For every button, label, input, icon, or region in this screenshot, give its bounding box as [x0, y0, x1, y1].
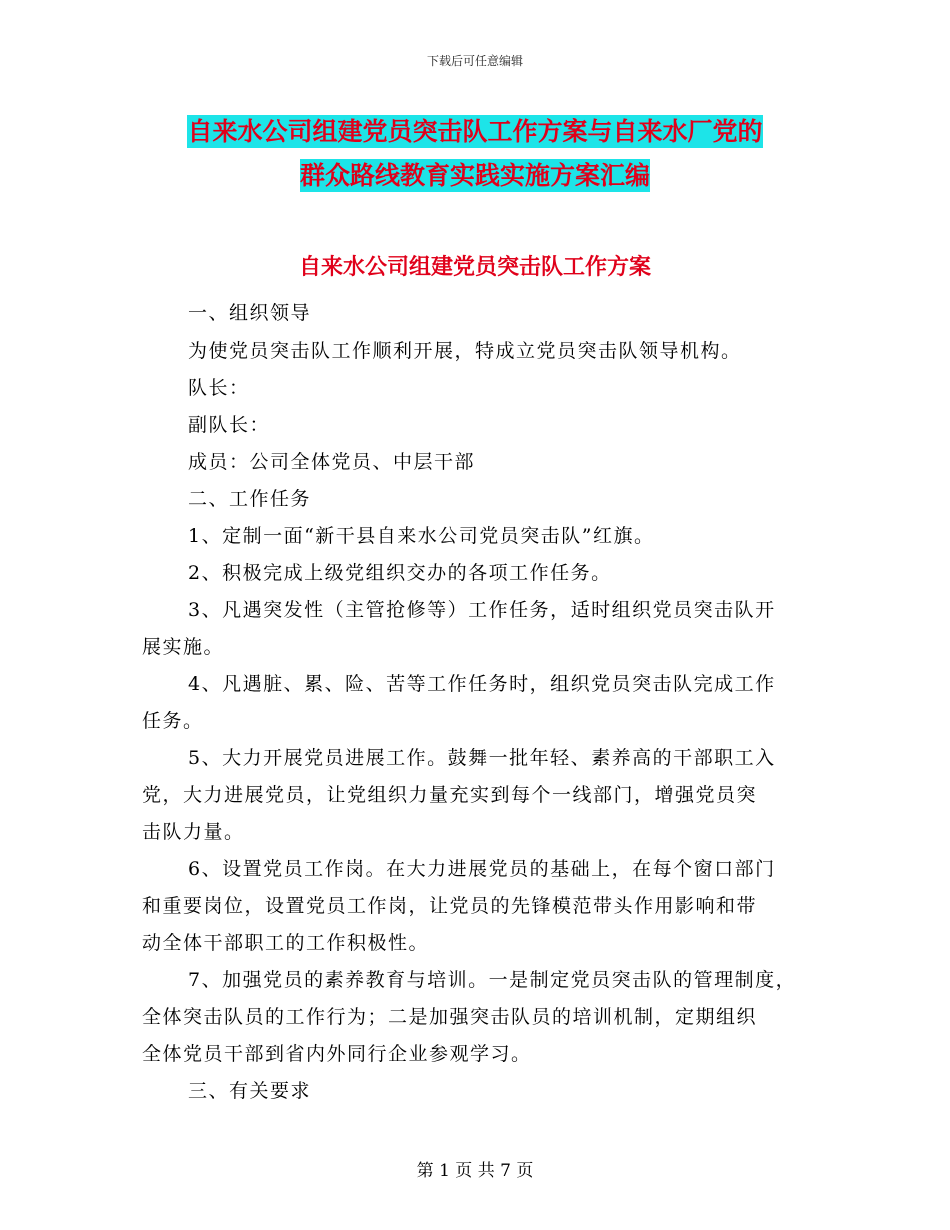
- paragraph-line: 为使党员突击队工作顺利开展，特成立党员突击队领导机构。: [188, 340, 742, 362]
- paragraph-line: 6、设置党员工作岗。在大力进展党员的基础上，在每个窗口部门: [188, 858, 776, 880]
- heading-requirements: 三、有关要求: [188, 1080, 312, 1102]
- section-title: 自来水公司组建党员突击队工作方案: [298, 255, 651, 280]
- paragraph-line: 成员：公司全体党员、中层干部: [188, 451, 476, 473]
- paragraph-line: 2、积极完成上级党组织交办的各项工作任务。: [188, 562, 612, 584]
- paragraph-line: 和重要岗位，设置党员工作岗，让党员的先锋模范带头作用影响和带: [142, 895, 758, 917]
- paragraph-line: 副队长：: [188, 414, 271, 436]
- paragraph-line: 党，大力进展党员，让党组织力量充实到每个一线部门，增强党员突: [142, 784, 758, 806]
- paragraph-line: 动全体干部职工的工作积极性。: [142, 932, 430, 954]
- paragraph-line: 4、凡遇脏、累、险、苦等工作任务时，组织党员突击队完成工作: [188, 673, 776, 695]
- title-highlight-2: 群众路线教育实践实施方案汇编: [299, 161, 650, 190]
- heading-organization: 一、组织领导: [188, 302, 312, 324]
- title-highlight-1: 自来水公司组建党员突击队工作方案与自来水厂党的: [187, 117, 763, 146]
- paragraph-line: 全体突击队员的工作行为；二是加强突击队员的培训机制，定期组织: [142, 1006, 758, 1028]
- document-title-line-1: [0, 112, 950, 148]
- page-number: 第 1 页 共 7 页: [416, 1161, 534, 1181]
- header-note: 下载后可任意编辑: [426, 54, 523, 68]
- paragraph-line: 5、大力开展党员进展工作。鼓舞一批年轻、素养高的干部职工入: [188, 747, 776, 769]
- paragraph-line: 全体党员干部到省内外同行企业参观学习。: [142, 1043, 532, 1065]
- document-title-line-2: [0, 156, 950, 192]
- paragraph-line: 3、凡遇突发性（主管抢修等）工作任务，适时组织党员突击队开: [188, 599, 776, 621]
- paragraph-line: 1、定制一面“新干县自来水公司党员突击队”红旗。: [188, 525, 655, 547]
- paragraph-line: 7、加强党员的素养教育与培训。一是制定党员突击队的管理制度，: [188, 969, 797, 991]
- paragraph-line: 任务。: [142, 710, 204, 732]
- paragraph-line: 展实施。: [142, 636, 225, 658]
- paragraph-line: 击队力量。: [142, 821, 245, 843]
- paragraph-line: 队长：: [188, 377, 250, 399]
- heading-tasks: 二、工作任务: [188, 488, 312, 510]
